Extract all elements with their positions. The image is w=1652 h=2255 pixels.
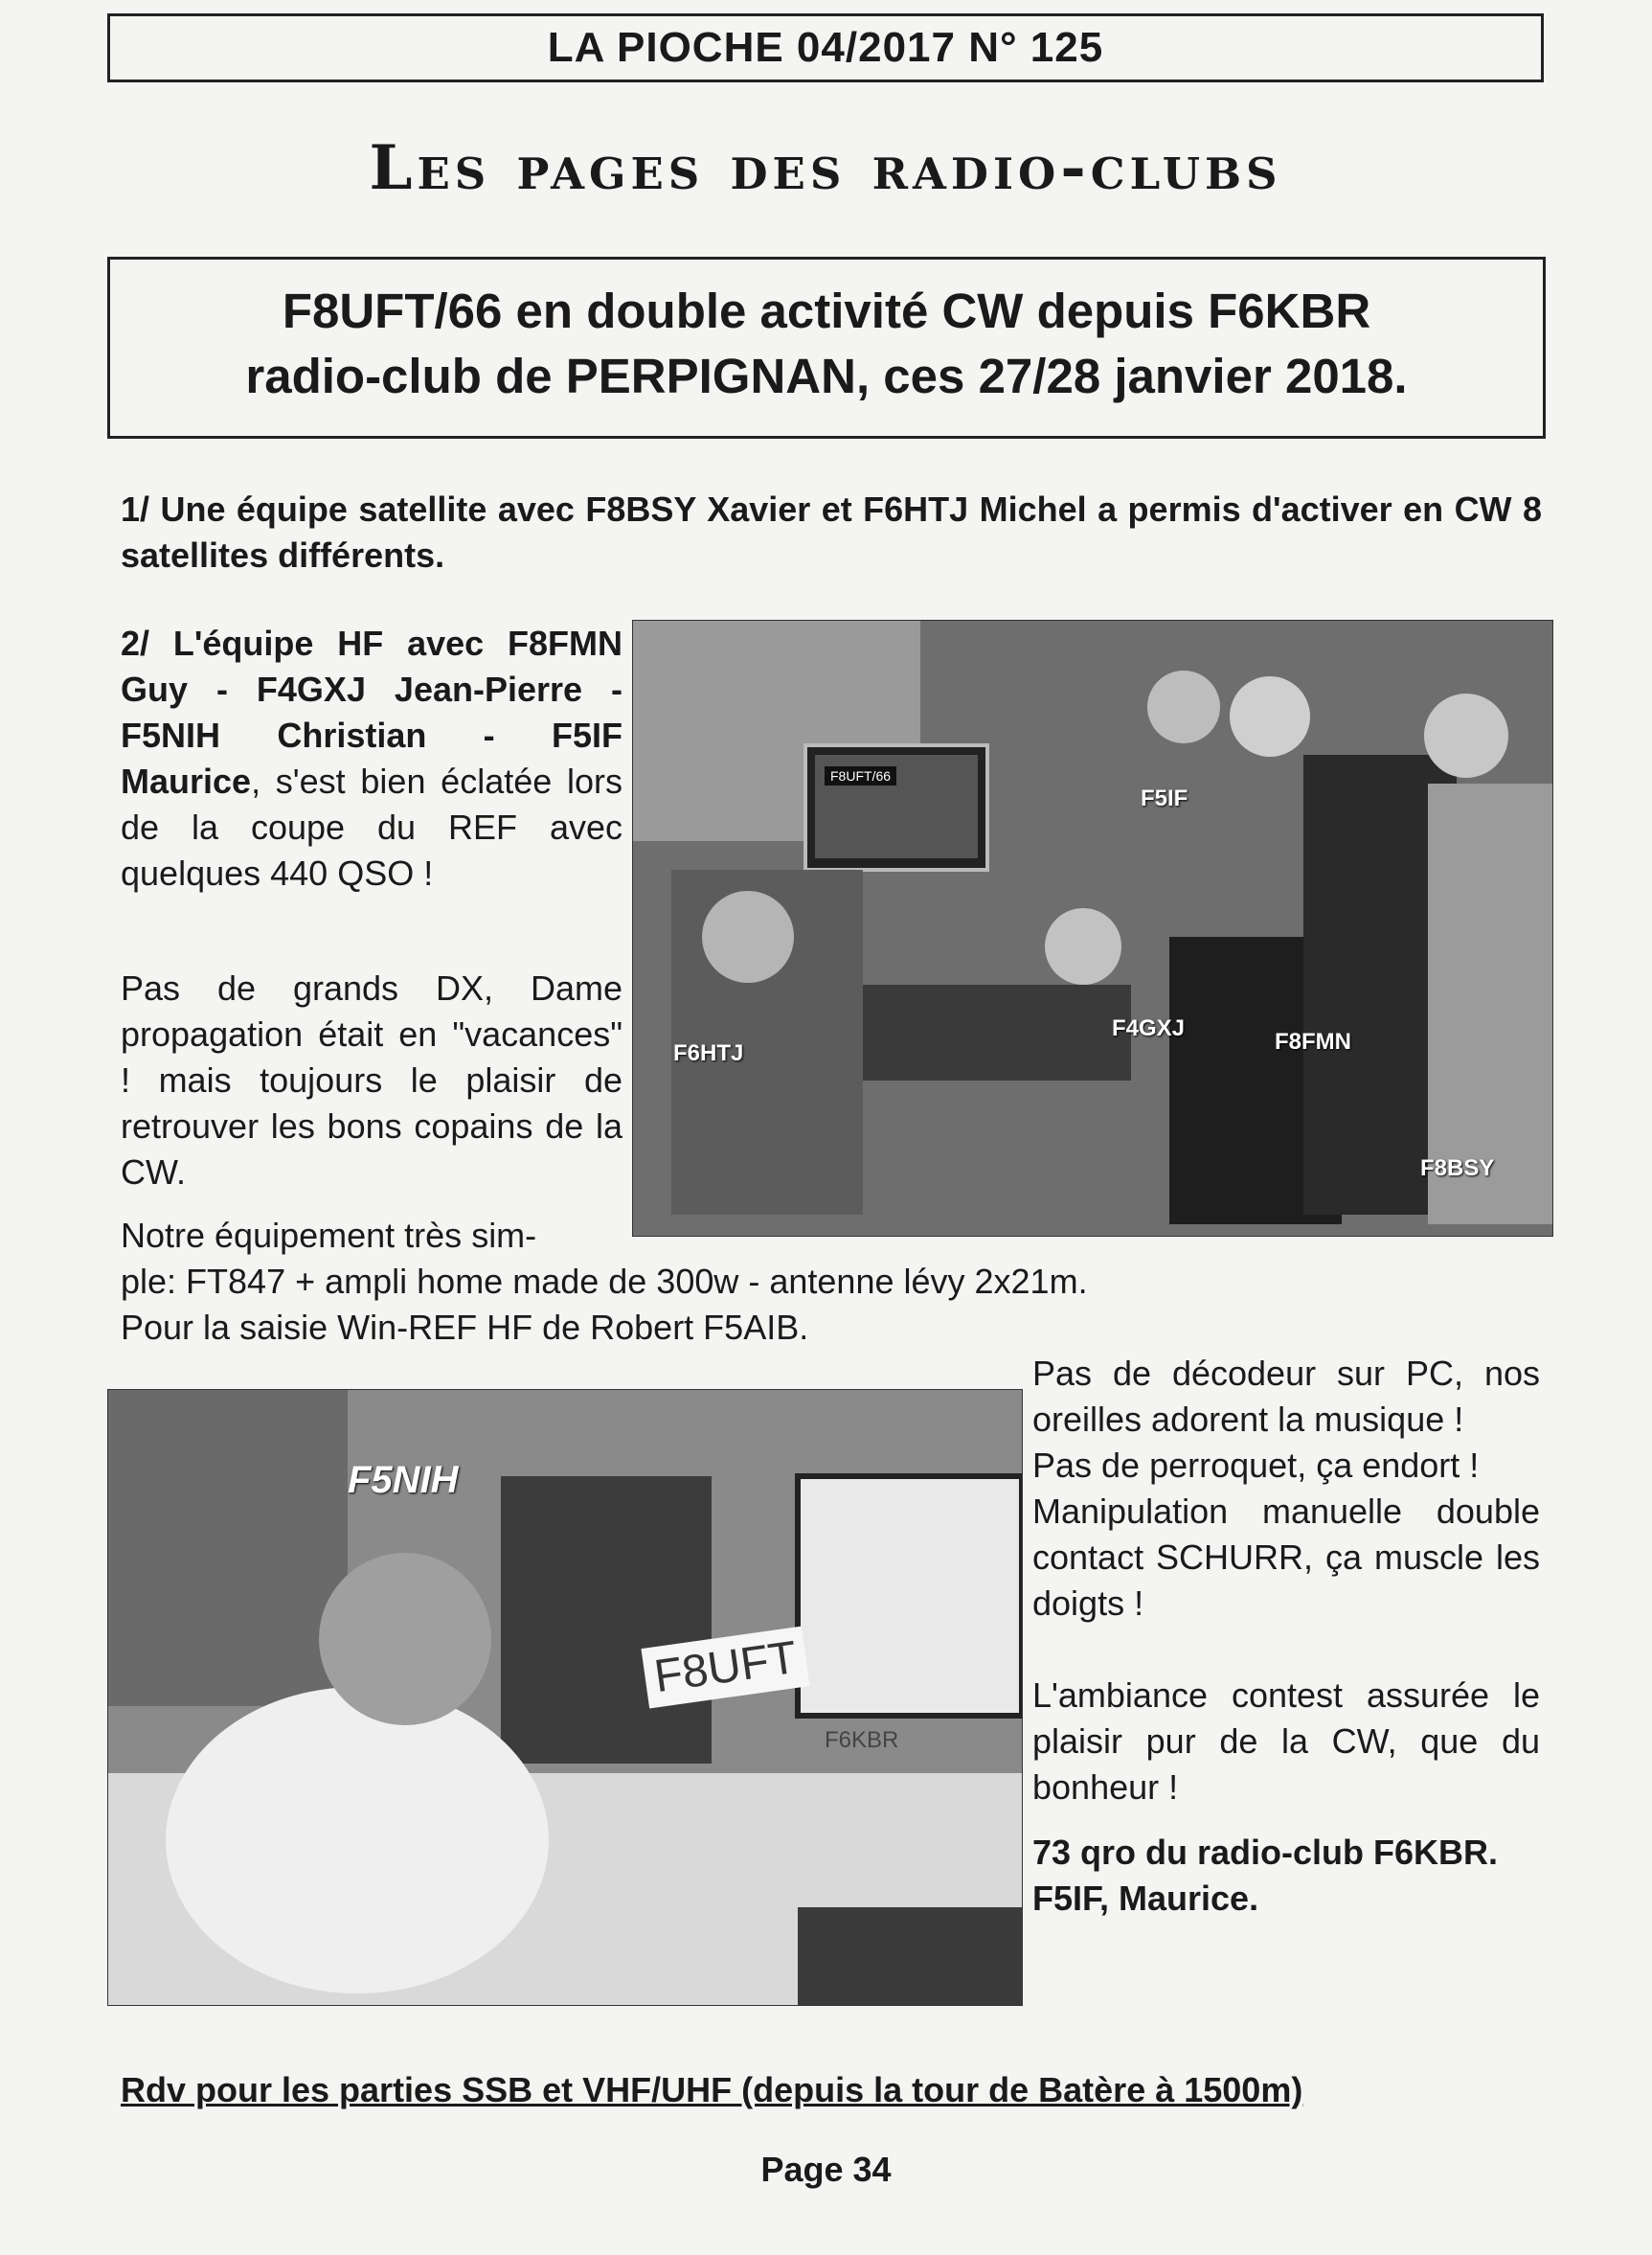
subtitle-line-2: radio-club de PERPIGNAN, ces 27/28 janvier 2018.	[245, 349, 1408, 403]
rdv-notice: Rdv pour les parties SSB et VHF/UHF (depuis la tour de Batère à 1500m)	[121, 2070, 1303, 2109]
page-header	[107, 13, 1544, 82]
header-title: LA PIOCHE 04/2017 N° 125	[547, 24, 1104, 71]
paragraph-propagation: Pas de grands DX, Dame propagation était en "vacances" ! mais toujours le plaisir de retrouver les bons copains de la CW.	[121, 968, 622, 1192]
paragraph-manual-keying: Manipulation manuelle double contact SCHURR, ça muscle les doigts !	[1032, 1492, 1540, 1623]
paragraph-no-decoder: Pas de décodeur sur PC, nos oreilles adorent la musique !	[1032, 1354, 1540, 1439]
callsign-tag-f6kbr: F6KBR	[825, 1727, 899, 1753]
paragraph-satellite: 1/ Une équipe satellite avec F8BSY Xavier et F6HTJ Michel a permis d'activer en CW 8 satellites différents.	[121, 490, 1542, 575]
logging-line: Pour la saisie Win-REF HF de Robert F5AIB.	[121, 1308, 809, 1347]
page-number: Page 34	[760, 2150, 892, 2189]
team-photo	[632, 620, 1553, 1237]
callsign-tag-f6htj: F6HTJ	[673, 1040, 744, 1066]
operator-photo-illustration	[108, 1390, 1022, 2005]
subtitle-line-1: F8UFT/66 en double activité CW depuis F6KBR	[282, 284, 1371, 338]
page-title: Les pages des radio-clubs	[369, 132, 1282, 204]
operator-photo	[107, 1389, 1023, 2006]
right-column	[1032, 1351, 1540, 1922]
callsign-tag-f8fmn: F8FMN	[1275, 1029, 1351, 1055]
paragraph-no-parrot: Pas de perroquet, ça endort !	[1032, 1446, 1480, 1485]
hf-team-text: , s'est bien éclatée lors de la coupe du REF avec quelques 440 QSO !	[121, 762, 622, 893]
paragraph-ambiance: L'ambiance contest assurée le plaisir pur de la CW, que du bonheur !	[1032, 1675, 1540, 1807]
callsign-card-f8uft: F8UFT	[641, 1627, 809, 1709]
callsign-tag-f5nih: F5NIH	[348, 1459, 459, 1501]
equipment-line: ple: FT847 + ampli home made de 300w - antenne lévy 2x21m.	[121, 1262, 1088, 1301]
screen-label: F8UFT/66	[825, 766, 896, 786]
paragraph-hf-team	[121, 621, 622, 897]
signature-club: 73 qro du radio-club F6KBR.	[1032, 1833, 1499, 1872]
hf-team-names: 2/ L'équipe HF avec F8FMN Guy - F4GXJ Jean-Pierre - F5NIH Christian - F5IF Maurice	[121, 624, 622, 801]
team-photo-illustration	[633, 621, 1552, 1236]
paragraph-equipment	[121, 1259, 1542, 1351]
callsign-tag-f4gxj: F4GXJ	[1112, 1015, 1186, 1041]
paragraph-equipment-start: Notre équipement très sim-	[121, 1216, 537, 1255]
article-subtitle-box	[107, 257, 1546, 439]
callsign-tag-f5if: F5IF	[1141, 786, 1188, 811]
signature-author: F5IF, Maurice.	[1032, 1879, 1259, 1918]
callsign-tag-f8bsy: F8BSY	[1420, 1155, 1495, 1181]
